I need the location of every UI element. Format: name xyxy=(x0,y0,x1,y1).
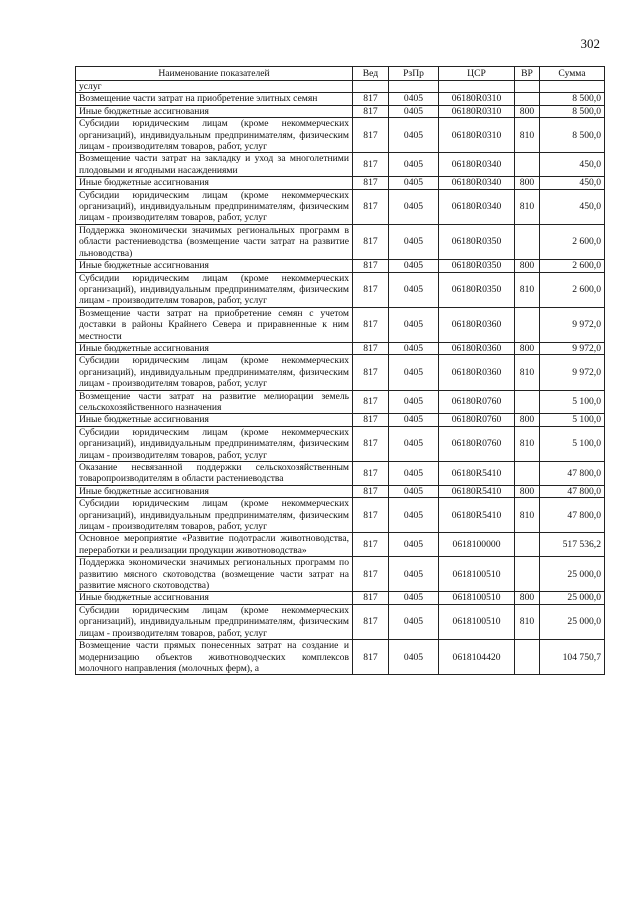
header-name: Наименование показателей xyxy=(76,67,353,81)
cell-csr: 06180R0360 xyxy=(439,355,515,390)
cell-rzpr: 0405 xyxy=(389,342,439,354)
cell-csr: 06180R5410 xyxy=(439,462,515,486)
cell-rzpr: 0405 xyxy=(389,426,439,461)
cell-csr: 0618100510 xyxy=(439,592,515,604)
cell-rzpr xyxy=(389,81,439,93)
cell-sum: 47 800,0 xyxy=(540,462,605,486)
cell-name: Иные бюджетные ассигнования xyxy=(76,105,353,117)
cell-sum: 25 000,0 xyxy=(540,557,605,592)
budget-table xyxy=(75,66,605,675)
cell-csr: 06180R0340 xyxy=(439,177,515,189)
cell-ved: 817 xyxy=(353,224,389,259)
cell-csr: 06180R0360 xyxy=(439,342,515,354)
cell-sum: 9 972,0 xyxy=(540,342,605,354)
cell-sum: 5 100,0 xyxy=(540,426,605,461)
cell-ved: 817 xyxy=(353,498,389,533)
cell-name: Возмещение части прямых понесенных затрат на создание и модернизацию объектов животноводческих комплексов молочного направления (молочных ферм), а xyxy=(76,640,353,675)
cell-ved: 817 xyxy=(353,414,389,426)
table-row xyxy=(76,426,605,461)
cell-ved: 817 xyxy=(353,153,389,177)
cell-sum: 2 600,0 xyxy=(540,272,605,307)
cell-name: Поддержка экономически значимых региональных программ в области растениеводства (возмещение части затрат на развитие льноводства) xyxy=(76,224,353,259)
cell-name: Основное мероприятие «Развитие подотрасли животноводства, переработки и реализации продукции животноводства» xyxy=(76,533,353,557)
cell-name: Субсидии юридическим лицам (кроме некоммерческих организаций), индивидуальным предпринимателям, физическим лицам - производителям товаров, работ, услуг xyxy=(76,355,353,390)
cell-sum: 25 000,0 xyxy=(540,604,605,639)
cell-ved: 817 xyxy=(353,604,389,639)
cell-vr: 800 xyxy=(515,414,540,426)
cell-csr: 06180R0360 xyxy=(439,307,515,342)
cell-name: Возмещение части затрат на приобретение семян с учетом доставки в районы Крайнего Севера и приравненные к ним местности xyxy=(76,307,353,342)
cell-sum: 8 500,0 xyxy=(540,105,605,117)
table-row xyxy=(76,485,605,497)
cell-rzpr: 0405 xyxy=(389,307,439,342)
table-row xyxy=(76,557,605,592)
cell-ved: 817 xyxy=(353,93,389,105)
table-row xyxy=(76,118,605,153)
cell-sum: 5 100,0 xyxy=(540,390,605,414)
cell-rzpr: 0405 xyxy=(389,153,439,177)
cell-csr: 06180R0350 xyxy=(439,224,515,259)
cell-rzpr: 0405 xyxy=(389,355,439,390)
cell-name: Иные бюджетные ассигнования xyxy=(76,485,353,497)
cell-vr xyxy=(515,557,540,592)
cell-vr xyxy=(515,153,540,177)
table-row xyxy=(76,93,605,105)
cell-name: Иные бюджетные ассигнования xyxy=(76,414,353,426)
cell-name: Возмещение части затрат на закладку и уход за многолетними плодовыми и ягодными насаждениями xyxy=(76,153,353,177)
cell-ved: 817 xyxy=(353,307,389,342)
cell-rzpr: 0405 xyxy=(389,390,439,414)
cell-vr xyxy=(515,307,540,342)
cell-sum: 2 600,0 xyxy=(540,224,605,259)
cell-vr: 810 xyxy=(515,604,540,639)
cell-csr: 06180R0760 xyxy=(439,426,515,461)
cell-vr: 800 xyxy=(515,485,540,497)
cell-sum: 8 500,0 xyxy=(540,93,605,105)
cell-sum: 2 600,0 xyxy=(540,260,605,272)
cell-csr: 0618100000 xyxy=(439,533,515,557)
cell-ved: 817 xyxy=(353,485,389,497)
cell-vr: 800 xyxy=(515,260,540,272)
cell-sum: 450,0 xyxy=(540,189,605,224)
header-row xyxy=(76,67,605,81)
cell-csr: 06180R0340 xyxy=(439,189,515,224)
cell-csr: 06180R5410 xyxy=(439,485,515,497)
cell-rzpr: 0405 xyxy=(389,414,439,426)
cell-rzpr: 0405 xyxy=(389,485,439,497)
cell-name: Субсидии юридическим лицам (кроме некоммерческих организаций), индивидуальным предпринимателям, физическим лицам - производителям товаров, работ, услуг xyxy=(76,272,353,307)
table-row xyxy=(76,307,605,342)
cell-name: Поддержка экономически значимых региональных программ по развитию мясного скотоводства (возмещение части затрат на развитие мясного скотоводства) xyxy=(76,557,353,592)
cell-rzpr: 0405 xyxy=(389,462,439,486)
table-row xyxy=(76,189,605,224)
header-sum: Сумма xyxy=(540,67,605,81)
cell-ved: 817 xyxy=(353,355,389,390)
table-row xyxy=(76,81,605,93)
cell-name: Возмещение части затрат на приобретение элитных семян xyxy=(76,93,353,105)
cell-vr: 800 xyxy=(515,177,540,189)
cell-rzpr: 0405 xyxy=(389,118,439,153)
table-row xyxy=(76,105,605,117)
cell-name: Субсидии юридическим лицам (кроме некоммерческих организаций), индивидуальным предпринимателям, физическим лицам - производителям товаров, работ, услуг xyxy=(76,118,353,153)
cell-csr: 06180R0350 xyxy=(439,272,515,307)
table-row xyxy=(76,640,605,675)
table-row xyxy=(76,592,605,604)
cell-vr xyxy=(515,81,540,93)
cell-csr: 06180R5410 xyxy=(439,498,515,533)
cell-vr: 800 xyxy=(515,342,540,354)
cell-sum: 450,0 xyxy=(540,153,605,177)
cell-sum: 9 972,0 xyxy=(540,355,605,390)
cell-sum xyxy=(540,81,605,93)
cell-vr xyxy=(515,93,540,105)
cell-name: Субсидии юридическим лицам (кроме некоммерческих организаций), индивидуальным предпринимателям, физическим лицам - производителям товаров, работ, услуг xyxy=(76,189,353,224)
cell-sum: 517 536,2 xyxy=(540,533,605,557)
cell-ved: 817 xyxy=(353,557,389,592)
cell-csr: 06180R0310 xyxy=(439,93,515,105)
cell-csr: 06180R0310 xyxy=(439,118,515,153)
cell-vr: 810 xyxy=(515,498,540,533)
cell-sum: 25 000,0 xyxy=(540,592,605,604)
cell-vr xyxy=(515,640,540,675)
cell-csr: 06180R0760 xyxy=(439,414,515,426)
cell-rzpr: 0405 xyxy=(389,224,439,259)
cell-name: услуг xyxy=(76,81,353,93)
header-vr: ВР xyxy=(515,67,540,81)
table-row xyxy=(76,260,605,272)
cell-sum: 9 972,0 xyxy=(540,307,605,342)
table-header xyxy=(76,67,605,81)
cell-name: Субсидии юридическим лицам (кроме некоммерческих организаций), индивидуальным предпринимателям, физическим лицам - производителям товаров, работ, услуг xyxy=(76,498,353,533)
cell-vr: 800 xyxy=(515,105,540,117)
cell-vr xyxy=(515,462,540,486)
cell-ved: 817 xyxy=(353,189,389,224)
cell-ved xyxy=(353,81,389,93)
cell-rzpr: 0405 xyxy=(389,604,439,639)
cell-rzpr: 0405 xyxy=(389,592,439,604)
cell-vr: 810 xyxy=(515,118,540,153)
cell-ved: 817 xyxy=(353,272,389,307)
cell-sum: 8 500,0 xyxy=(540,118,605,153)
cell-rzpr: 0405 xyxy=(389,177,439,189)
cell-name: Субсидии юридическим лицам (кроме некоммерческих организаций), индивидуальным предпринимателям, физическим лицам - производителям товаров, работ, услуг xyxy=(76,426,353,461)
cell-rzpr: 0405 xyxy=(389,498,439,533)
cell-vr xyxy=(515,390,540,414)
cell-csr: 06180R0760 xyxy=(439,390,515,414)
table-row xyxy=(76,462,605,486)
cell-ved: 817 xyxy=(353,260,389,272)
table-body xyxy=(76,81,605,675)
cell-ved: 817 xyxy=(353,177,389,189)
table-row xyxy=(76,355,605,390)
cell-rzpr: 0405 xyxy=(389,189,439,224)
cell-csr: 06180R0340 xyxy=(439,153,515,177)
cell-ved: 817 xyxy=(353,640,389,675)
cell-sum: 104 750,7 xyxy=(540,640,605,675)
cell-csr: 0618104420 xyxy=(439,640,515,675)
cell-name: Оказание несвязанной поддержки сельскохозяйственным товаропроизводителям в области растениеводства xyxy=(76,462,353,486)
cell-name: Иные бюджетные ассигнования xyxy=(76,342,353,354)
cell-sum: 47 800,0 xyxy=(540,498,605,533)
header-ved: Вед xyxy=(353,67,389,81)
cell-rzpr: 0405 xyxy=(389,272,439,307)
cell-name: Возмещение части затрат на развитие мелиорации земель сельскохозяйственного назначения xyxy=(76,390,353,414)
table-row xyxy=(76,533,605,557)
cell-rzpr: 0405 xyxy=(389,105,439,117)
header-rzpr: РзПр xyxy=(389,67,439,81)
cell-ved: 817 xyxy=(353,592,389,604)
cell-csr: 0618100510 xyxy=(439,557,515,592)
table-row xyxy=(76,604,605,639)
cell-csr: 06180R0310 xyxy=(439,105,515,117)
table-row xyxy=(76,342,605,354)
cell-name: Иные бюджетные ассигнования xyxy=(76,592,353,604)
cell-vr: 810 xyxy=(515,426,540,461)
cell-rzpr: 0405 xyxy=(389,557,439,592)
cell-vr xyxy=(515,224,540,259)
cell-rzpr: 0405 xyxy=(389,93,439,105)
cell-ved: 817 xyxy=(353,462,389,486)
cell-csr: 06180R0350 xyxy=(439,260,515,272)
table-row xyxy=(76,390,605,414)
table-row xyxy=(76,224,605,259)
header-csr: ЦСР xyxy=(439,67,515,81)
page-number: 302 xyxy=(580,36,600,51)
cell-sum: 5 100,0 xyxy=(540,414,605,426)
cell-ved: 817 xyxy=(353,390,389,414)
cell-csr xyxy=(439,81,515,93)
cell-name: Иные бюджетные ассигнования xyxy=(76,177,353,189)
cell-vr xyxy=(515,533,540,557)
cell-sum: 47 800,0 xyxy=(540,485,605,497)
cell-sum: 450,0 xyxy=(540,177,605,189)
cell-rzpr: 0405 xyxy=(389,533,439,557)
table-row xyxy=(76,177,605,189)
table-row xyxy=(76,153,605,177)
cell-csr: 0618100510 xyxy=(439,604,515,639)
cell-ved: 817 xyxy=(353,105,389,117)
cell-vr: 810 xyxy=(515,272,540,307)
cell-vr: 810 xyxy=(515,189,540,224)
cell-ved: 817 xyxy=(353,426,389,461)
table-row xyxy=(76,414,605,426)
cell-ved: 817 xyxy=(353,533,389,557)
table-row xyxy=(76,498,605,533)
cell-ved: 817 xyxy=(353,342,389,354)
cell-name: Субсидии юридическим лицам (кроме некоммерческих организаций), индивидуальным предпринимателям, физическим лицам - производителям товаров, работ, услуг xyxy=(76,604,353,639)
table-row xyxy=(76,272,605,307)
cell-vr: 800 xyxy=(515,592,540,604)
cell-rzpr: 0405 xyxy=(389,640,439,675)
cell-ved: 817 xyxy=(353,118,389,153)
cell-vr: 810 xyxy=(515,355,540,390)
cell-rzpr: 0405 xyxy=(389,260,439,272)
cell-name: Иные бюджетные ассигнования xyxy=(76,260,353,272)
